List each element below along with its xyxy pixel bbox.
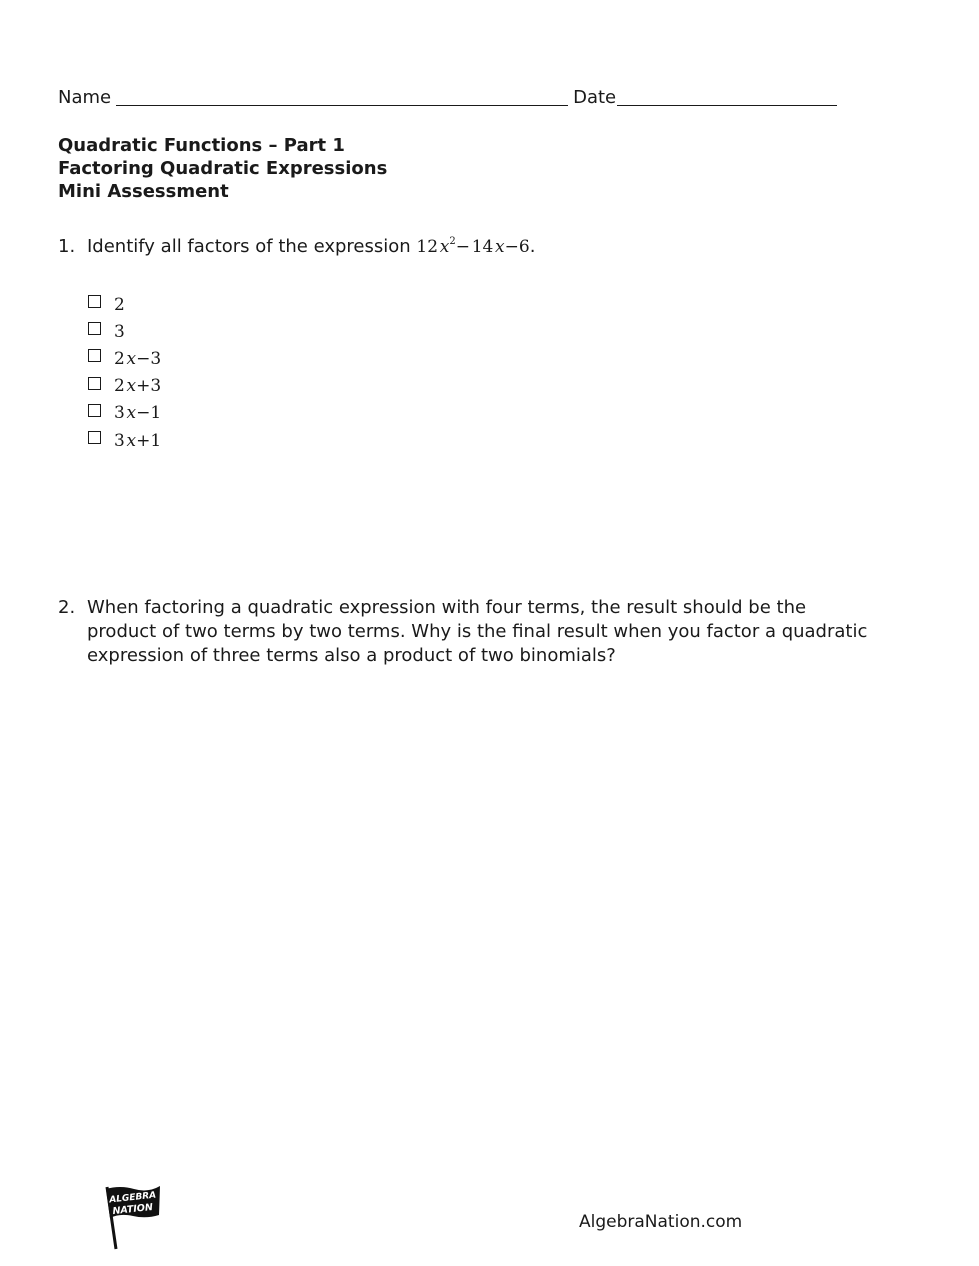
- question-2-text: When factoring a quadratic expression with four terms, the result should be the product of two terms by two terms. Why is the final result when you factor a quadratic expression of three terms also a product of two binomials?: [87, 597, 868, 666]
- date-blank: [617, 87, 837, 106]
- name-date-line: [58, 87, 837, 108]
- option-expression: 3 x−1: [114, 403, 162, 424]
- checkbox[interactable]: [88, 431, 101, 444]
- question-1-text: Identify all factors of the expression 12 $x^2-$ 14 x−6.: [87, 236, 536, 257]
- checkbox[interactable]: [88, 322, 101, 335]
- answer-option[interactable]: [88, 373, 161, 400]
- title-line-2: Factoring Quadratic Expressions: [58, 158, 388, 179]
- name-label: Name: [58, 87, 112, 108]
- answer-option[interactable]: [88, 345, 161, 372]
- checkbox[interactable]: [88, 349, 101, 362]
- answer-option[interactable]: [88, 427, 161, 454]
- logo-text-line-2: NATION: [112, 1201, 154, 1218]
- answer-option[interactable]: [88, 400, 161, 427]
- answer-options: [88, 291, 161, 454]
- option-expression: 3: [114, 321, 125, 342]
- question-2-number: 2.: [58, 597, 76, 618]
- checkbox[interactable]: [88, 295, 101, 308]
- question-2: [58, 596, 878, 668]
- checkbox[interactable]: [88, 377, 101, 390]
- question-1-expression: 12 $x^2-$ 14 x−6: [416, 236, 530, 257]
- title-line-3: Mini Assessment: [58, 181, 229, 202]
- worksheet-title: [58, 134, 387, 203]
- question-1-number: 1.: [58, 236, 76, 257]
- name-blank: [116, 87, 568, 106]
- title-line-1: Quadratic Functions – Part 1: [58, 135, 345, 156]
- algebra-nation-flag-icon: [100, 1183, 166, 1251]
- option-expression: 2 x−3: [114, 348, 162, 369]
- question-1: [58, 235, 898, 259]
- answer-option[interactable]: [88, 291, 161, 318]
- option-expression: 2: [114, 294, 125, 315]
- option-expression: 2 x+3: [114, 376, 162, 397]
- answer-option[interactable]: [88, 318, 161, 345]
- logo-text-line-1: ALGEBRA: [108, 1190, 157, 1206]
- option-expression: 3 x+1: [114, 430, 162, 451]
- date-label: Date: [573, 87, 617, 108]
- checkbox[interactable]: [88, 404, 101, 417]
- question-1-prompt: Identify all factors of the expression: [87, 236, 411, 257]
- footer-website: AlgebraNation.com: [579, 1212, 743, 1232]
